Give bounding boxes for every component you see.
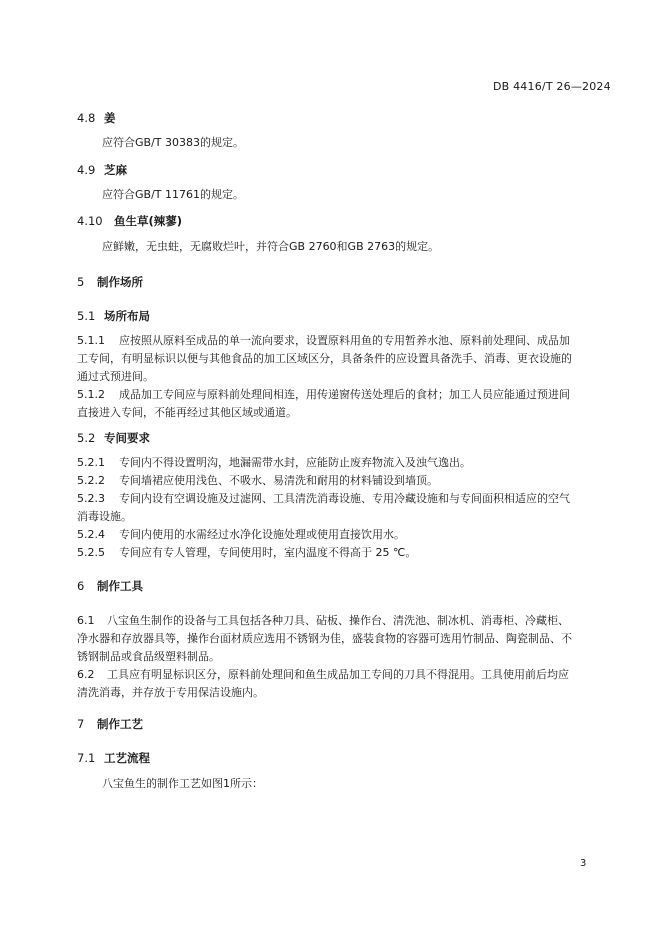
clause-number: 5.2.4 [77, 528, 105, 541]
section-title: 鱼生草(辣蓼) [114, 214, 183, 228]
clause-6-1-line-3: 锈钢制品或食品级塑料制品。 [77, 650, 220, 663]
clause-5-2-5 [77, 544, 416, 562]
section-5-2-heading [77, 430, 150, 446]
section-7-1-text: 八宝鱼生的制作工艺如图1所示： [102, 777, 263, 790]
section-4-9-text: 应符合GB/T 11761的规定。 [102, 188, 244, 201]
clause-5-2-4 [77, 526, 405, 544]
clause-5-1-2-line-2: 直接进入专间，不能再经过其他区域或通道。 [77, 406, 297, 419]
clause-text: 工具应有明显标识区分，原料前处理间和鱼生成品加工专间的刀具不得混用。工具使用前后均应 [107, 668, 569, 681]
clause-text: 专间应有专人管理，专间使用时，室内温度不得高于 25 ℃。 [119, 546, 417, 559]
section-title: 芝麻 [104, 163, 127, 177]
clause-6-2-line-2: 清洗消毒，并存放于专用保洁设施内。 [77, 686, 264, 699]
clause-number: 6.2 [77, 668, 95, 681]
clause-6-1-line-1 [77, 612, 569, 630]
section-number: 4.8 [77, 111, 96, 125]
section-5-1-heading [77, 308, 150, 324]
clause-number: 5.2.5 [77, 546, 105, 559]
section-title: 工艺流程 [104, 751, 150, 765]
clause-5-1-1-line-3: 通过式预进间。 [77, 370, 154, 383]
clause-text: 专间内使用的水需经过水净化设施处理或使用直接饮用水。 [119, 528, 405, 541]
chapter-6-heading [77, 578, 143, 594]
clause-5-2-1 [77, 454, 471, 472]
section-4-9-heading [77, 162, 127, 178]
chapter-number: 5 [77, 275, 85, 289]
section-number: 4.10 [77, 214, 103, 228]
section-title: 场所布局 [104, 309, 150, 323]
chapter-title: 制作工艺 [97, 717, 143, 731]
clause-text: 应按照从原料至成品的单一流向要求，设置原料用鱼的专用暂养水池、原料前处理间、成品加 [119, 334, 570, 347]
section-number: 7.1 [77, 751, 96, 765]
clause-number: 5.2.1 [77, 456, 105, 469]
clause-6-2-line-1 [77, 666, 569, 684]
chapter-number: 7 [77, 717, 85, 731]
clause-text: 专间内不得设置明沟，地漏需带水封，应能防止废弃物流入及浊气逸出。 [119, 456, 471, 469]
clause-5-2-3-line-1 [77, 490, 570, 508]
section-4-8-heading [77, 110, 116, 126]
clause-number: 5.1.2 [77, 388, 105, 401]
clause-text: 八宝鱼生制作的设备与工具包括各种刀具、砧板、操作台、清洗池、制冰机、消毒柜、冷藏柜、 [107, 614, 569, 627]
section-number: 5.2 [77, 431, 96, 445]
clause-5-1-1-line-1 [77, 332, 570, 350]
chapter-title: 制作工具 [97, 579, 143, 593]
chapter-number: 6 [77, 579, 85, 593]
section-4-8-text: 应符合GB/T 30383的规定。 [102, 136, 244, 149]
clause-5-1-1-line-2: 工专间，有明显标识以便与其他食品的加工区域区分，具备条件的应设置具备洗手、消毒、更衣设施的 [77, 352, 572, 365]
chapter-title: 制作场所 [97, 275, 143, 289]
clause-text: 专间墙裙应使用浅色、不吸水、易清洗和耐用的材料铺设到墙顶。 [119, 474, 438, 487]
clause-6-1-line-2: 净水器和存放器具等，操作台面材质应选用不锈钢为佳，盛装食物的容器可选用竹制品、陶瓷制品、不 [77, 632, 572, 645]
chapter-7-heading [77, 716, 143, 732]
clause-number: 5.2.2 [77, 474, 105, 487]
section-number: 4.9 [77, 163, 96, 177]
clause-number: 6.1 [77, 614, 95, 627]
section-4-10-heading [77, 213, 182, 229]
clause-5-2-3-line-2: 消毒设施。 [77, 510, 132, 523]
clause-5-2-2 [77, 472, 438, 490]
section-title: 专间要求 [104, 431, 150, 445]
section-7-1-heading [77, 750, 150, 766]
clause-number: 5.2.3 [77, 492, 105, 505]
clause-text: 成品加工专间应与原料前处理间相连，用传递窗传送处理后的食材；加工人员应能通过预进间 [119, 388, 570, 401]
page-number: 3 [580, 858, 587, 869]
section-4-10-text: 应鲜嫩，无虫蛀，无腐败烂叶，并符合GB 2760和GB 2763的规定。 [102, 240, 440, 253]
section-number: 5.1 [77, 309, 96, 323]
chapter-5-heading [77, 274, 143, 290]
document-code: DB 4416/T 26—2024 [493, 80, 611, 93]
clause-number: 5.1.1 [77, 334, 105, 347]
clause-5-1-2-line-1 [77, 386, 570, 404]
clause-text: 专间内设有空调设施及过滤网、工具清洗消毒设施、专用冷藏设施和与专间面积相适应的空气 [119, 492, 570, 505]
section-title: 姜 [104, 111, 116, 125]
